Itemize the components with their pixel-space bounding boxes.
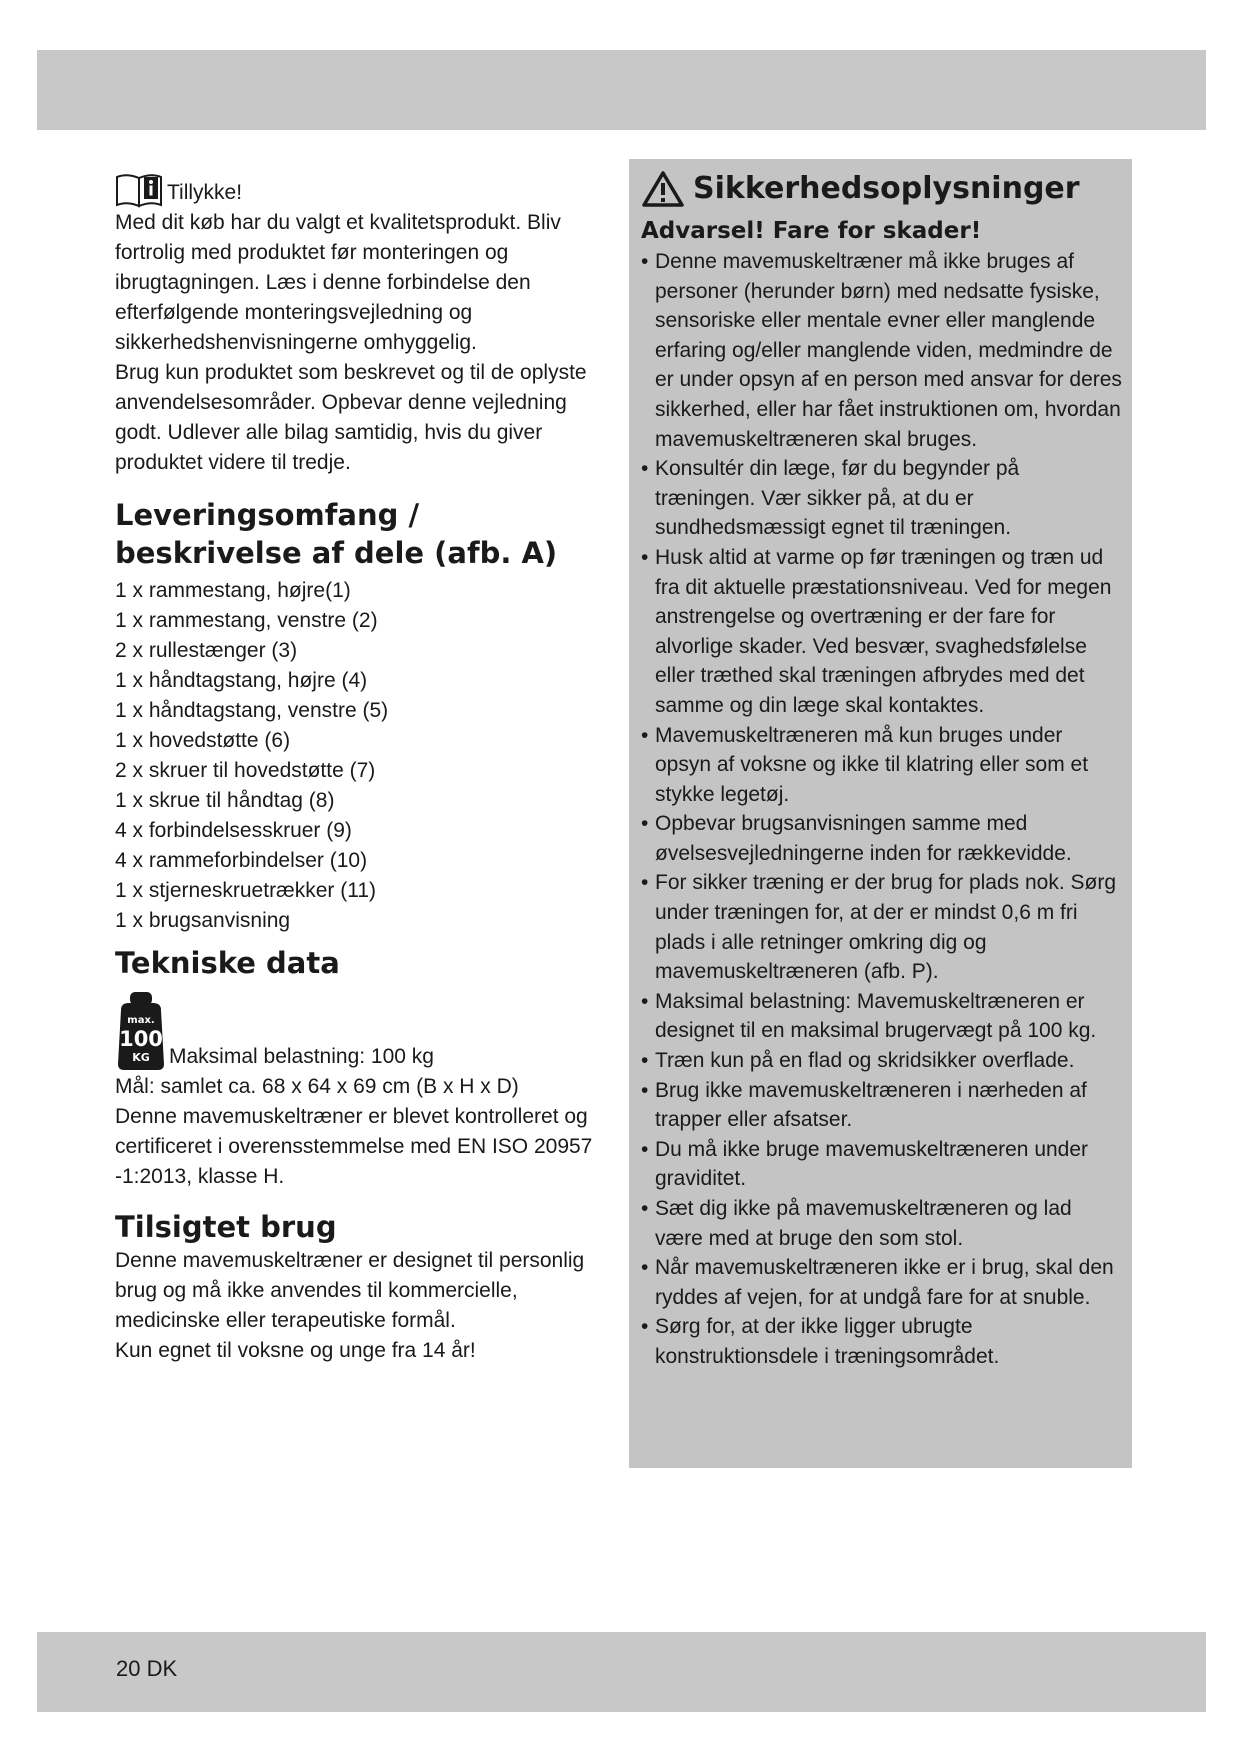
safety-item: • Træn kun på en flad og skridsikker overflade. xyxy=(641,1046,1122,1076)
parts-list xyxy=(115,576,615,936)
safety-list xyxy=(641,247,1122,1372)
safety-item: • Konsultér din læge, før du begynder på træningen. Vær sikker på, at du er sundhedsmæssigt egnet til træningen. xyxy=(641,454,1122,543)
safety-item: • Når mavemuskeltræneren ikke er i brug, skal den ryddes af vejen, for at undgå fare for at snuble. xyxy=(641,1253,1122,1312)
header-bar xyxy=(37,50,1206,130)
warning-subheading: Advarsel! Fare for skader! xyxy=(641,218,982,244)
safety-heading: Sikkerhedsoplysninger xyxy=(693,171,1080,206)
weight-icon-value: 100 xyxy=(119,1027,163,1051)
intro-paragraph: Brug kun produktet som beskrevet og til de oplyste anvendelsesområder. Opbevar denne vejledning godt. Udlever alle bilag samtidig, hvis du giver produktet videre til tredje. xyxy=(115,361,587,474)
intro-heading: Tillykke! xyxy=(167,181,243,204)
parts-list-item: 1 x håndtagstang, højre (4) xyxy=(115,669,368,692)
parts-list-item: 2 x skruer til hovedstøtte (7) xyxy=(115,759,376,782)
certification-text: Denne mavemuskeltræner er blevet kontrolleret og certificeret i overensstemmelse med EN ISO 20957 -1:2013, klasse H. xyxy=(115,1105,593,1188)
safety-heading-row xyxy=(641,169,1122,209)
scope-heading: Leveringsomfang / beskrivelse af dele (afb. A) xyxy=(115,498,558,570)
safety-item: • Opbevar brugsanvisningen samme med øvelsesvejledningerne inden for rækkevidde. xyxy=(641,809,1122,868)
max-load-text: Maksimal belastning: 100 kg xyxy=(169,1045,434,1068)
parts-list-item: 1 x håndtagstang, venstre (5) xyxy=(115,699,389,722)
weight-icon-unit: KG xyxy=(132,1051,150,1064)
safety-item: • Denne mavemuskeltræner må ikke bruges af personer (herunder børn) med nedsatte fysiske, sensoriske eller mentale evner eller manglende erfaring og/eller manglende viden, medmindre de er under opsyn af en person med ansvar for deres sikkerhed, eller har fået instruktionen om, hvordan mavemuskeltræneren skal bruges. xyxy=(641,247,1122,454)
parts-list-item: 1 x brugsanvisning xyxy=(115,909,291,932)
dimensions-text: Mål: samlet ca. 68 x 64 x 69 cm (B x H x D) xyxy=(115,1075,519,1098)
safety-box xyxy=(629,159,1132,1468)
warning-icon xyxy=(641,170,685,208)
parts-list-item: 4 x forbindelsesskruer (9) xyxy=(115,819,352,842)
intro-paragraph: Med dit køb har du valgt et kvalitetsprodukt. Bliv fortrolig med produktet før monteringen og ibrugtagningen. Læs i denne forbindelse den efterfølgende monteringsvejledning og sikkerhedshenvisningerne omhyggelig. xyxy=(115,211,561,354)
footer-bar xyxy=(37,1632,1206,1712)
parts-list-item: 1 x rammestang, højre(1) xyxy=(115,579,351,602)
safety-item: • Mavemuskeltræneren må kun bruges under opsyn af voksne og ikke til klatring eller som et stykke legetøj. xyxy=(641,721,1122,810)
max-load-row xyxy=(115,990,615,1072)
intended-use-heading: Tilsigtet brug xyxy=(115,1210,337,1244)
info-book-icon xyxy=(115,172,163,208)
intro-heading-row xyxy=(115,172,615,208)
page-number: 20 DK xyxy=(116,1656,178,1681)
safety-item: • Husk altid at varme op før træningen og træn ud fra dit aktuelle præstationsniveau. Ved for megen anstrengelse og overtræning er der fare for alvorlige skader. Ved besvær, svaghedsfølelse eller træthed skal træningen afbrydes med det samme og din læge skal kontaktes. xyxy=(641,543,1122,721)
parts-list-item: 1 x hovedstøtte (6) xyxy=(115,729,291,752)
parts-list-item: 2 x rullestænger (3) xyxy=(115,639,298,662)
safety-item: • Sæt dig ikke på mavemuskeltræneren og lad være med at bruge den som stol. xyxy=(641,1194,1122,1253)
parts-list-item: 4 x rammeforbindelser (10) xyxy=(115,849,368,872)
safety-item: • Brug ikke mavemuskeltræneren i nærheden af trapper eller afsatser. xyxy=(641,1076,1122,1135)
intended-use-text: Denne mavemuskeltræner er designet til personlig brug og må ikke anvendes til kommercielle, medicinske eller terapeutiske formål. xyxy=(115,1249,585,1332)
parts-list-item: 1 x rammestang, venstre (2) xyxy=(115,609,378,632)
left-column xyxy=(115,172,615,1366)
safety-item: • Sørg for, at der ikke ligger ubrugte konstruktionsdele i træningsområdet. xyxy=(641,1312,1122,1371)
tech-heading: Tekniske data xyxy=(115,946,340,980)
parts-list-item: 1 x skrue til håndtag (8) xyxy=(115,789,335,812)
weight-icon-max: max. xyxy=(127,1015,155,1026)
safety-item: • Maksimal belastning: Mavemuskeltræneren er designet til en maksimal brugervægt på 100 kg. xyxy=(641,987,1122,1046)
age-notice: Kun egnet til voksne og unge fra 14 år! xyxy=(115,1339,476,1362)
safety-item: • For sikker træning er der brug for plads nok. Sørg under træningen for, at der er mindst 0,6 m fri plads i alle retninger omkring dig og mavemuskeltræneren (afb. P). xyxy=(641,868,1122,986)
weight-icon xyxy=(115,990,167,1072)
safety-item: • Du må ikke bruge mavemuskeltræneren under graviditet. xyxy=(641,1135,1122,1194)
parts-list-item: 1 x stjerneskruetrækker (11) xyxy=(115,879,377,902)
